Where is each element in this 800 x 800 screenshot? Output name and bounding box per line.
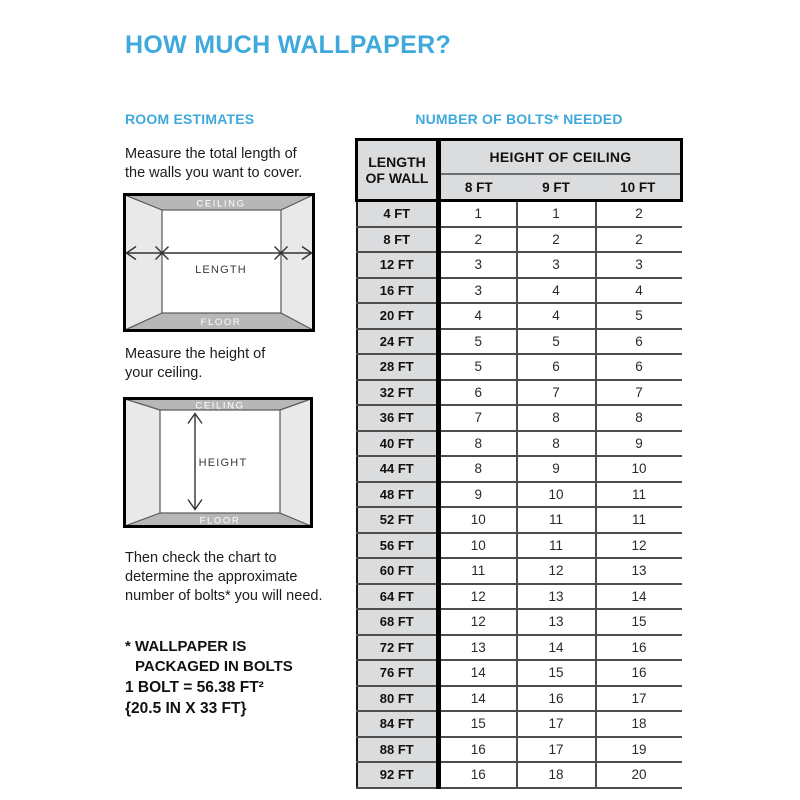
room-estimates-heading: ROOM ESTIMATES [125, 111, 255, 127]
bolt-count-cell: 11 [439, 558, 517, 584]
table-row [357, 584, 682, 610]
ceiling-height-group-header: HEIGHT OF CEILING [439, 140, 682, 175]
bolt-count-cell: 4 [517, 278, 596, 304]
bolt-count-cell: 16 [517, 686, 596, 712]
bolt-count-cell: 3 [596, 252, 682, 278]
wall-length-cell: 80 FT [357, 686, 439, 712]
bolts-footnote-text [135, 637, 293, 677]
wall-length-cell: 36 FT [357, 405, 439, 431]
table-header-row-1 [357, 140, 682, 175]
wall-length-cell: 28 FT [357, 354, 439, 380]
left-wall-face [125, 195, 162, 330]
bolt-count-cell: 1 [439, 201, 517, 227]
bolt-count-cell: 6 [517, 354, 596, 380]
bolt-count-cell: 6 [596, 354, 682, 380]
floor-label: FLOOR [200, 317, 242, 328]
wall-length-cell: 4 FT [357, 201, 439, 227]
bolt-count-cell: 4 [439, 303, 517, 329]
bolt-count-cell: 5 [517, 329, 596, 355]
bolt-count-cell: 11 [517, 507, 596, 533]
table-row [357, 558, 682, 584]
bolt-count-cell: 5 [596, 303, 682, 329]
ceiling-label: CEILING [196, 198, 246, 210]
wall-length-header [357, 140, 439, 201]
bolt-count-cell: 12 [517, 558, 596, 584]
length-instruction-line1: Measure the total length of [125, 146, 297, 162]
bolt-count-cell: 7 [439, 405, 517, 431]
bolt-count-cell: 18 [517, 762, 596, 788]
bolts-table-body [357, 201, 682, 788]
table-row [357, 711, 682, 737]
bolts-table [355, 138, 683, 789]
bolt-count-cell: 3 [517, 252, 596, 278]
bolt-count-cell: 16 [439, 762, 517, 788]
wall-length-cell: 8 FT [357, 227, 439, 253]
wall-length-cell: 32 FT [357, 380, 439, 406]
bolt-count-cell: 14 [517, 635, 596, 661]
bolt-count-cell: 13 [439, 635, 517, 661]
bolt-count-cell: 9 [517, 456, 596, 482]
right-wall-face [280, 399, 311, 526]
bolt-count-cell: 10 [439, 507, 517, 533]
table-row [357, 609, 682, 635]
table-row [357, 737, 682, 763]
table-row [357, 303, 682, 329]
right-wall-face [281, 195, 313, 330]
table-row [357, 278, 682, 304]
col-header-9ft: 9 FT [517, 174, 596, 201]
wall-length-cell: 76 FT [357, 660, 439, 686]
bolt-count-cell: 2 [439, 227, 517, 253]
bolt-count-cell: 16 [439, 737, 517, 763]
table-row [357, 354, 682, 380]
room-height-diagram [123, 397, 313, 528]
bolt-count-cell: 12 [439, 584, 517, 610]
wall-length-cell: 88 FT [357, 737, 439, 763]
left-wall-face [125, 399, 160, 526]
height-instruction [125, 345, 355, 383]
table-row [357, 686, 682, 712]
table-row [357, 431, 682, 457]
wall-length-cell: 68 FT [357, 609, 439, 635]
bolt-count-cell: 12 [439, 609, 517, 635]
bolt-count-cell: 8 [517, 431, 596, 457]
bolt-count-cell: 17 [596, 686, 682, 712]
wall-length-cell: 72 FT [357, 635, 439, 661]
length-instruction-line2: the walls you want to cover. [125, 165, 303, 181]
chart-instruction-line2: determine the approximate [125, 569, 298, 585]
room-length-diagram [123, 193, 315, 332]
table-row [357, 329, 682, 355]
table-row [357, 660, 682, 686]
wall-length-cell: 48 FT [357, 482, 439, 508]
page-title: HOW MUCH WALLPAPER? [125, 31, 452, 59]
wall-length-cell: 24 FT [357, 329, 439, 355]
table-row [357, 762, 682, 788]
bolt-count-cell: 7 [517, 380, 596, 406]
wall-length-cell: 20 FT [357, 303, 439, 329]
table-row [357, 227, 682, 253]
bolt-count-cell: 14 [439, 660, 517, 686]
bolt-count-cell: 9 [596, 431, 682, 457]
wall-length-cell: 40 FT [357, 431, 439, 457]
bolt-count-cell: 4 [517, 303, 596, 329]
bolt-count-cell: 9 [439, 482, 517, 508]
back-wall [162, 210, 281, 313]
table-row [357, 201, 682, 227]
bolt-count-cell: 12 [596, 533, 682, 559]
bolt-count-cell: 5 [439, 329, 517, 355]
bolt-count-cell: 2 [596, 227, 682, 253]
bolt-count-cell: 20 [596, 762, 682, 788]
table-row [357, 456, 682, 482]
asterisk-marker: * [125, 638, 131, 655]
col-header-8ft: 8 FT [439, 174, 517, 201]
bolt-count-cell: 8 [517, 405, 596, 431]
bolt-count-cell: 5 [439, 354, 517, 380]
wall-length-cell: 64 FT [357, 584, 439, 610]
bolt-count-cell: 4 [596, 278, 682, 304]
wall-length-cell: 12 FT [357, 252, 439, 278]
bolt-count-cell: 8 [439, 431, 517, 457]
bolt-count-cell: 6 [439, 380, 517, 406]
bolt-count-cell: 8 [596, 405, 682, 431]
bolt-count-cell: 13 [596, 558, 682, 584]
bolt-count-cell: 11 [596, 507, 682, 533]
chart-instruction-line1: Then check the chart to [125, 550, 277, 566]
ceiling-label: CEILING [195, 400, 245, 412]
bolt-count-cell: 11 [596, 482, 682, 508]
bolts-table-container [355, 138, 683, 789]
table-row [357, 635, 682, 661]
bolt-count-cell: 14 [439, 686, 517, 712]
height-instruction-line2: your ceiling. [125, 365, 203, 381]
floor-label: FLOOR [199, 515, 241, 527]
height-instruction-line1: Measure the height of [125, 346, 266, 362]
bolt-count-cell: 13 [517, 609, 596, 635]
bolt-size-note [125, 677, 365, 719]
bolt-count-cell: 17 [517, 737, 596, 763]
bolt-size-line2: {20.5 IN X 33 FT} [125, 700, 247, 717]
bolt-count-cell: 16 [596, 660, 682, 686]
table-row [357, 533, 682, 559]
bolt-count-cell: 2 [596, 201, 682, 227]
length-dimension-label: LENGTH [195, 264, 247, 276]
bolt-count-cell: 10 [439, 533, 517, 559]
wall-length-cell: 84 FT [357, 711, 439, 737]
bolt-count-cell: 15 [517, 660, 596, 686]
bolts-footnote-line2: PACKAGED IN BOLTS [135, 658, 293, 675]
bolt-count-cell: 3 [439, 252, 517, 278]
bolt-count-cell: 18 [596, 711, 682, 737]
bolt-count-cell: 11 [517, 533, 596, 559]
wall-length-cell: 44 FT [357, 456, 439, 482]
bolt-size-line1: 1 BOLT = 56.38 FT² [125, 679, 264, 696]
bolt-count-cell: 8 [439, 456, 517, 482]
wall-length-cell: 16 FT [357, 278, 439, 304]
chart-instruction-line3: number of bolts* you will need. [125, 588, 323, 604]
bolt-count-cell: 17 [517, 711, 596, 737]
bolts-footnote [125, 637, 365, 677]
bolt-count-cell: 10 [517, 482, 596, 508]
table-row [357, 482, 682, 508]
bolts-needed-heading: NUMBER OF BOLTS* NEEDED [415, 111, 623, 127]
wall-length-cell: 60 FT [357, 558, 439, 584]
wall-length-cell: 92 FT [357, 762, 439, 788]
wall-length-cell: 52 FT [357, 507, 439, 533]
table-row [357, 405, 682, 431]
bolt-count-cell: 14 [596, 584, 682, 610]
bolt-count-cell: 10 [596, 456, 682, 482]
bolt-count-cell: 1 [517, 201, 596, 227]
table-row [357, 507, 682, 533]
bolt-count-cell: 3 [439, 278, 517, 304]
table-row [357, 252, 682, 278]
bolt-count-cell: 7 [596, 380, 682, 406]
table-row [357, 380, 682, 406]
bolt-count-cell: 13 [517, 584, 596, 610]
col-header-10ft: 10 FT [596, 174, 682, 201]
bolt-count-cell: 2 [517, 227, 596, 253]
wall-length-header-line1: LENGTH [368, 153, 426, 170]
wall-length-cell: 56 FT [357, 533, 439, 559]
height-dimension-label: HEIGHT [198, 457, 248, 469]
bolt-count-cell: 19 [596, 737, 682, 763]
chart-instruction [125, 549, 365, 606]
bolt-count-cell: 6 [596, 329, 682, 355]
bolts-footnote-line1: WALLPAPER IS [135, 638, 247, 655]
bolt-count-cell: 15 [596, 609, 682, 635]
bolt-count-cell: 16 [596, 635, 682, 661]
bolt-count-cell: 15 [439, 711, 517, 737]
wall-length-header-line2: OF WALL [365, 170, 429, 186]
length-instruction [125, 145, 355, 183]
